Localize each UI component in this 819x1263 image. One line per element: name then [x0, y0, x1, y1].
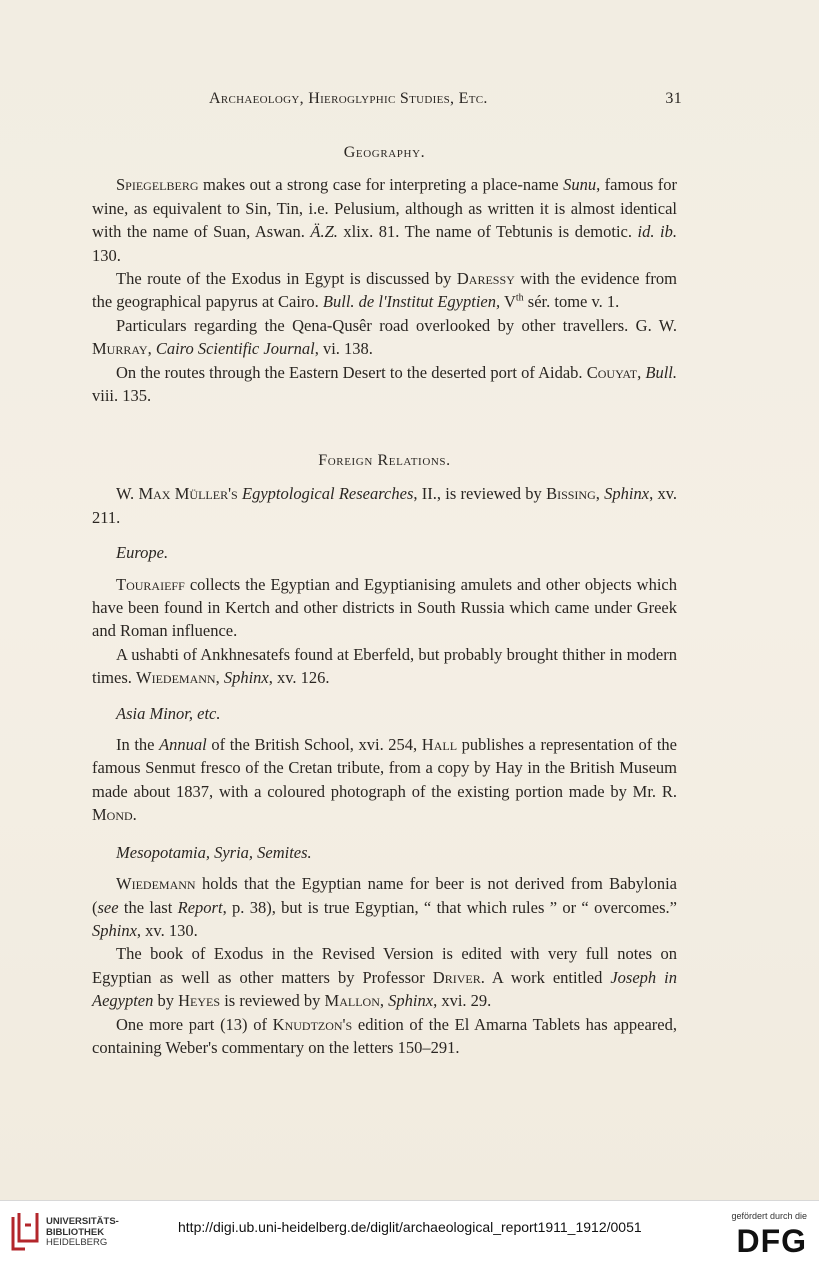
author-name: Murray [92, 339, 148, 359]
paragraph: Spiegelberg makes out a strong case for interpreting a place-name Sunu, famous for wine, as equivalent to Sin, Tin, i.e. Pelusium, although as written it is almost identical with the name of Suan, Aswan. Ä.Z. xlix. 81. The name of Tebtunis is demotic. id. ib. 130. [92, 175, 677, 265]
author-name: Bissing [546, 484, 596, 504]
section-heading-foreign-relations: Foreign Relations. [318, 452, 451, 469]
subheading-europe: Europe. [116, 543, 169, 563]
paragraph: The route of the Exodus in Egypt is discussed by Daressy with the evidence from the geographical papyrus at Cairo. Bull. de l'Institut Egyptien, Vth sér. tome v. 1. [92, 269, 677, 312]
geography-section [92, 141, 677, 407]
section-heading-geography: Geography. [343, 144, 426, 161]
author-name: Touraieff [116, 574, 185, 594]
author-name: R. Mond [92, 781, 677, 825]
running-header [92, 90, 682, 114]
author-name: Couyat [586, 362, 638, 382]
author-name: Heyes [178, 991, 221, 1011]
university-library-logo-icon [10, 1211, 40, 1253]
dfg-logo: DFG [736, 1223, 807, 1259]
subheading-mesopotamia: Mesopotamia, Syria, Semites. [116, 842, 312, 862]
author-name: Wiedemann [136, 668, 216, 688]
author-name: Wiedemann [116, 874, 196, 894]
running-title: Archaeology, Hieroglyphic Studies, Etc. [209, 90, 488, 107]
paragraph: Wiedemann holds that the Egyptian name for beer is not derived from Babylonia (see the last Report, p. 38), but is true Egyptian, “ that which rules ” or “ overcomes.” Sphinx, xv. 130. [92, 874, 677, 940]
subheading-asia-minor: Asia Minor, etc. [116, 703, 221, 723]
paragraph: On the routes through the Eastern Desert to the deserted port of Aidab. Couyat, Bull. viii. 135. [92, 362, 677, 406]
university-library-name: UNIVERSITÄTS- BIBLIOTHEK HEIDELBERG [46, 1216, 119, 1248]
author-name: Mallon [324, 991, 380, 1011]
author-name: Daressy [456, 269, 515, 289]
page-number: 31 [665, 90, 682, 107]
author-name: Knudtzon's [272, 1014, 353, 1034]
funding-note: gefördert durch die [731, 1211, 807, 1221]
paragraph: The book of Exodus in the Revised Version is edited with very full notes on Egyptian as well as other matters by Professor Driver. A work entitled Joseph in Aegypten by Heyes is reviewed by Mallon, Sphinx, xvi. 29. [92, 944, 677, 1011]
digitization-footer [0, 1200, 819, 1263]
paragraph: In the Annual of the British School, xvi. 254, Hall publishes a representation of the famous Senmut fresco of the Cretan tribute, from a copy by Hay in the British Museum made about 1837, with a coloured photograph of the existing portion made by Mr. R. Mond. [92, 735, 678, 825]
foreign-relations-section [92, 449, 677, 1059]
source-url-link[interactable]: http://digi.ub.uni-heidelberg.de/diglit/archaeological_report1911_1912/0051 [178, 1219, 642, 1235]
author-name: Spiegelberg [116, 175, 199, 195]
author-name: Hall [421, 735, 458, 755]
paragraph: Particulars regarding the Qena-Qusêr road overlooked by other travellers. G. W. Murray, Cairo Scientific Journal, vi. 138. [92, 315, 677, 359]
author-name: Driver [432, 967, 481, 987]
paragraph: Touraieff collects the Egyptian and Egyptianising amulets and other objects which have been found in Kertch and other districts in South Russia which came under Greek and Roman influence. [92, 574, 677, 641]
paragraph: W. Max Müller's Egyptological Researches, II., is reviewed by Bissing, Sphinx, xv. 211. [92, 484, 678, 527]
author-name: Max Müller's [138, 484, 238, 504]
paragraph: A ushabti of Ankhnesatefs found at Eberfeld, but probably brought thither in modern times. Wiedemann, Sphinx, xv. 126. [92, 644, 677, 688]
paragraph: One more part (13) of Knudtzon's edition of the El Amarna Tablets has appeared, containing Weber's commentary on the letters 150–291. [92, 1014, 677, 1057]
